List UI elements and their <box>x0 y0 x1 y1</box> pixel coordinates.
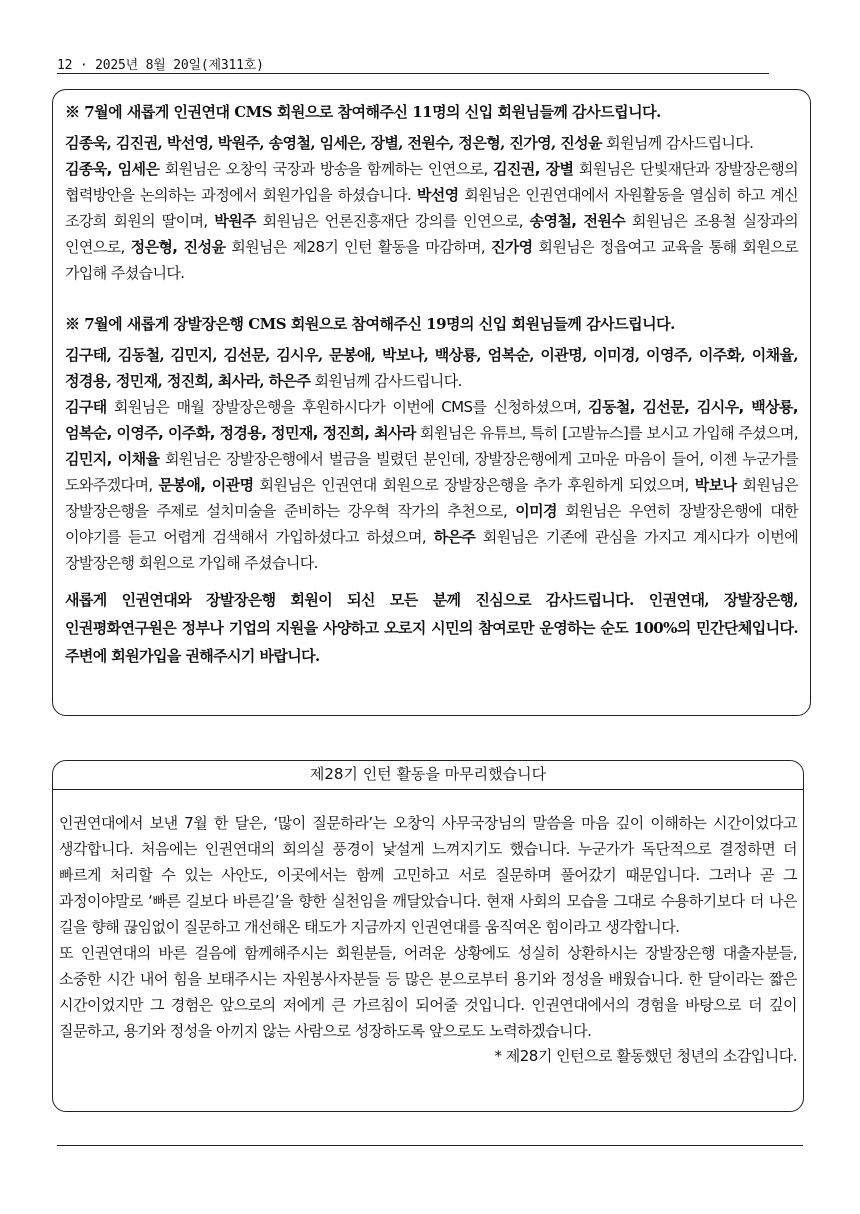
page-header: 12 · 2025년 8월 20일(제311호) <box>57 58 264 73</box>
members-origin-paragraph-2 <box>65 394 798 576</box>
member-name-run: 김구태 <box>65 398 107 416</box>
member-name-run: 김민지, 이채율 <box>65 450 160 468</box>
member-name-run: 박선영 <box>416 186 459 204</box>
text-run: 회원님은 정읍여고 교육을 통해 회원으로 가입해 주셨습니다. <box>65 238 798 282</box>
closing-appeal: 새롭게 인권연대와 장발장은행 회원이 되신 모든 분께 진심으로 감사드립니다. 인권연대, 장발장은행, 인권평화연구원은 정부나 기업의 지원을 사양하고 오로지 시민의 참여로만 운영하는 순도 100%의 민간단체입니다. 주변에 회원가입을 권해주시기 바랍니다. <box>65 591 798 665</box>
text-run: 회원님은 유튜브, 특히 [고발뉴스]를 보시고 가입해 주셨으며, <box>415 424 799 442</box>
intern-body <box>59 810 797 1068</box>
intern-reflection-box <box>52 760 804 1112</box>
member-name-run: 김진권, 장별 <box>493 160 574 178</box>
intern-footnote: * 제28기 인턴으로 활동했던 청년의 소감입니다. <box>494 1047 797 1065</box>
member-name-run: 정은형, 진성윤 <box>130 238 226 256</box>
member-names-2: 김구태, 김동철, 김민지, 김선문, 김시우, 문봉애, 박보나, 백상룡, 엄복순, 이관명, 이미경, 이영주, 이주화, 이채율, 정경용, 정민재, 정진희, 최사라, 하은주 <box>65 346 798 390</box>
new-members-list-1 <box>65 130 798 156</box>
members-origin-paragraph-1 <box>65 156 798 286</box>
thanks-suffix-2: 회원님께 감사드립니다. <box>310 372 462 390</box>
thanks-suffix-1: 회원님께 감사드립니다. <box>601 134 754 152</box>
member-name-run: 김종욱, 임세은 <box>65 160 160 178</box>
text-run: 회원님은 장발장은행을 주제로 설치미술을 준비하는 강우혁 작가의 추천으로, <box>65 476 799 520</box>
intern-paragraph-2: 또 인권연대의 바른 걸음에 함께해주시는 회원분들, 어려운 상황에도 성실히 상환하시는 장발장은행 대출자분들, 소중한 시간 내어 힘을 보태주시는 자원봉사자분들 등 많은 분으로부터 용기와 정성을 배웠습니다. 한 달이라는 짧은 시간이었지만 그 경험은 앞으로의 저에게 큰 가르침이 되어줄 것입니다. 인권연대에서의 경험을 바탕으로 더 깊이 질문하고, 용기와 정성을 아끼지 않는 사람으로 성장하도록 앞으로도 노력하겠습니다. <box>59 944 797 1040</box>
text-run: 회원님은 언론진흥재단 강의를 인연으로, <box>255 212 530 230</box>
text-run: 회원님은 기존에 관심을 가지고 계시다가 이번에 장발장은행 회원으로 가입해 주셨습니다. <box>65 528 799 572</box>
text-run: 회원님은 인권연대 회원으로 장발장은행을 추가 후원하게 되었으며, <box>253 476 695 494</box>
text-run: 회원님은 우연히 장발장은행에 대한 이야기를 듣고 어렵게 검색해서 가입하셨다고 하셨으며, <box>65 502 798 546</box>
cms-heading-2: ※ 7월에 새롭게 장발장은행 CMS 회원으로 참여해주신 19명의 신입 회원님들께 감사드립니다. <box>65 315 675 333</box>
text-run: 회원님은 제28기 인턴 활동을 마감하며, <box>225 238 491 256</box>
member-names-1: 김종욱, 김진권, 박선영, 박원주, 송영철, 임세은, 장별, 전원수, 정은형, 진가영, 진성윤 <box>65 134 602 152</box>
text-run: 회원님은 매월 장발장은행을 후원하시다가 이번에 CMS를 신청하셨으며, <box>106 398 589 416</box>
section-spacer <box>65 286 798 308</box>
intern-paragraph-1: 인권연대에서 보낸 7월 한 달은, ‘많이 질문하라’는 오창익 사무국장님의 말씀을 마음 깊이 이해하는 시간이었다고 생각합니다. 처음에는 인권연대의 회의실 풍경이 낯설게 느껴지기도 했습니다. 누군가가 독단적으로 결정하면 더 빠르게 처리할 수 있는 사안도, 이곳에서는 함께 고민하고 서로 질문하며 풀어갔기 때문입니다. 그러나 곧 그 과정이야말로 ‘빠른 길보다 바른길’을 향한 실천임을 깨달았습니다. 현재 사회의 모습을 그대로 수용하기보다 더 나은 길을 향해 끊임없이 질문하고 개선해온 태도가 지금까지 인권연대를 움직여온 힘이라고 생각합니다. <box>59 814 797 936</box>
text-run: 회원님은 조용철 실장과의 인연으로, <box>65 212 799 256</box>
new-members-notice-box <box>52 89 811 716</box>
new-members-list-2 <box>65 342 798 394</box>
member-name-run: 이미경 <box>515 502 557 520</box>
intern-title: 제28기 인턴 활동을 마무리했습니다 <box>53 763 803 790</box>
text-run: 회원님은 단빛재단과 장발장은행의 협력방안을 논의하는 과정에서 회원가입을 하셨습니다. <box>65 160 799 204</box>
header-divider <box>57 73 769 74</box>
member-name-run: 김동철, 김선문, 김시우, 백상룡, 엄복순, 이영주, 이주화, 정경용, 정민재, 정진희, 최사라 <box>65 398 798 442</box>
member-name-run: 박원주 <box>214 212 256 230</box>
text-run: 회원님은 인권연대에서 자원활동을 열심히 하고 계신 조강희 회원의 딸이며, <box>65 186 799 230</box>
member-name-run: 하은주 <box>433 528 476 546</box>
cms-heading-1: ※ 7월에 새롭게 인권연대 CMS 회원으로 참여해주신 11명의 신입 회원님들께 감사드립니다. <box>65 103 661 121</box>
text-run: 회원님은 장발장은행에서 벌금을 빌렸던 분인데, 장발장은행에게 고마운 마음이 들어, 이젠 누군가를 도와주겠다며, <box>65 450 798 494</box>
member-name-run: 박보나 <box>694 476 737 494</box>
text-run: 회원님은 오창익 국장과 방송을 함께하는 인연으로, <box>159 160 494 178</box>
member-name-run: 문봉애, 이관명 <box>158 476 254 494</box>
member-name-run: 진가영 <box>490 238 533 256</box>
footer-divider <box>57 1145 803 1146</box>
member-name-run: 송영철, 전원수 <box>529 212 626 230</box>
